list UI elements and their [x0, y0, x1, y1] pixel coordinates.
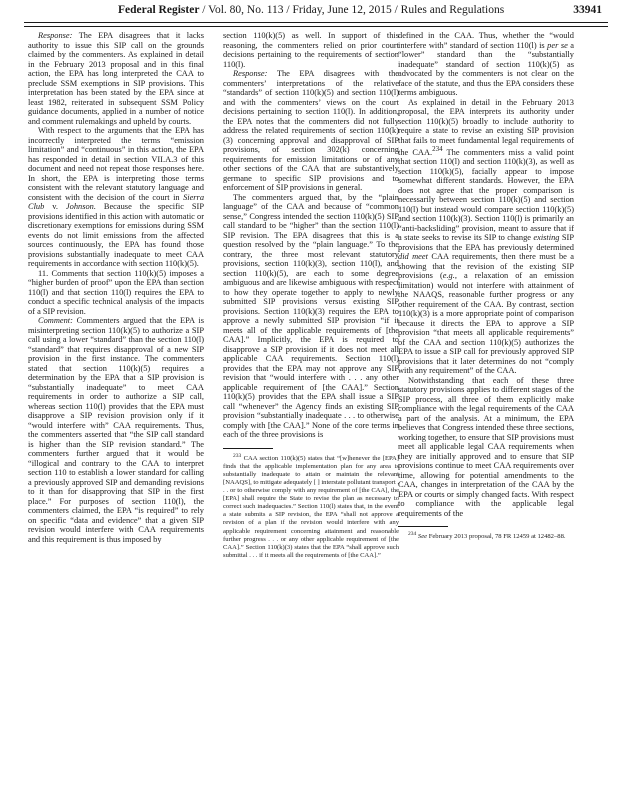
paragraph: Response: The EPA disagrees with the commenters’ interpretations of the relative “standards” of section 110(k)(5) and section 110(l) and with the commenters’ views on the court decisions pertaining to section 110(l). In addition, the EPA notes that the commenters did not fully address the related requirements of section 110(k)(3) concerning approval and disapproval of SIP provisions, of section 302(k) concerning requirements for emission limitations or of any other sections of the CAA that are substantively germane to specific SIP provisions and to enforcement of SIP provisions in general. [223, 69, 399, 192]
page-number: 33941 [573, 4, 602, 16]
running-head [118, 0, 504, 20]
paragraph: 11. Comments that section 110(k)(5) imposes a “higher burden of proof” upon the EPA than section 110(l) and that section 110(l) requires the EPA to conduct a specific technical analysis of the impacts of a SIP revision. [28, 268, 204, 316]
paragraph: Response: The EPA disagrees that it lacks authority to issue this SIP call on the grounds claimed by the commenters. As explained in detail in the February 2013 proposal and in this final action, the EPA has long interpreted the CAA to preclude SSM exemptions in SIP provisions. This interpretation has been stated by the EPA since at least 1982, reiterated in subsequent SSM Policy guidance documents, applied in a number of notice and comment rulemakings and upheld by courts. [28, 31, 204, 126]
footnote: $^{233}$ CAA section 110(k)(5) states that “[w]henever the [EPA] finds that the applicable implementation plan for any area is substantially inadequate to attain or maintain the relevant [NAAQS], to mitigate adequately [ ] interstate pollutant transport . . . or to otherwise comply with any requirement of [the CAA], the [EPA] shall require the State to revise the plan as necessary to correct such inadequacies.” Section 110(l) states that, in the event a state submits a SIP revision, the EPA “shall not approve a revision of a plan if the revision would interfere with any applicable requirement concerning attainment and reasonable further progress . . . or any other applicable requirement of [the CAA].” Section 110(k)(3) states that the EPA “shall approve such submittal . . . if it meets all the requirements of [the CAA].” [223, 452, 399, 559]
paragraph: The commenters argued that, by the “plain language” of the CAA and because of “common sense,” Congress intended the section 110(k)(5) SIP call standard to be “higher” than the section 110(l) SIP revision. The EPA disagrees that this is a question resolved by the “plain language.” To the contrary, the three most relevant statutory provisions, section 110(k)(3), section 110(l), and section 110(k)(5), are each to some degree ambiguous and are likewise ambiguous with respect to how they operate together to apply to newly submitted SIP provisions versus existing SIP provisions. Section 110(k)(3) requires the EPA to approve a newly submitted SIP provision “if it meets all of the applicable requirements of [the CAA].” Implicitly, the EPA is required to disapprove a SIP provision if it does not meet all applicable CAA requirements. Section 110(l) provides that the EPA may not approve any SIP revision that “would interfere with . . . any other applicable requirement of [the CAA].” Section 110(k)(5) provides that the EPA shall issue a SIP call “whenever” the Agency finds an existing SIP provision “substantially inadequate . . . to otherwise comply with [the CAA].” None of the core terms in each of the three provisions is [223, 192, 399, 439]
paragraph: Notwithstanding that each of these three statutory provisions applies to different stages of the SIP process, all three of them explicitly make compliance with the legal requirements of the CAA a part of the analysis. At a minimum, the EPA believes that Congress intended these three sections, working together, to ensure that SIP provisions must meet all applicable legal CAA requirements when they are initially approved and to ensure that SIP provisions continue to meet CAA requirements over time, allowing for potential amendments to the CAA, changes in interpretation of the CAA by the EPA or courts or simply changed facts. With respect to compliance with the applicable legal requirements of the [398, 375, 574, 518]
column-3 [398, 31, 574, 797]
footnote-rule [223, 448, 273, 449]
header-rule [24, 22, 608, 23]
footnote: $^{234}$ See February 2013 proposal, 78 FR 12459 at 12482–88. [408, 531, 566, 541]
paragraph: With respect to the arguments that the EPA has incorrectly interpreted the terms “emission limitation” and “continuous” in this action, the EPA has responded in detail in section VII.A.3 of this document and need not repeat those responses here. In short, the EPA is interpreting those terms consistent with the relevant statutory language and consistent with the decision of the court in Sierra Club v. Johnson. Because the specific SIP provisions identified in this action with automatic or discretionary exemptions for emissions during SSM events do not limit emissions from the affected sources continuously, the EPA has found those provisions substantially inadequate to meet CAA requirements in accordance with section 110(k)(5). [28, 126, 204, 268]
header-rule-thin [24, 26, 608, 27]
footnote-number: 234 [408, 531, 417, 538]
publication-title: Federal Register [118, 4, 200, 16]
paragraph: section 110(k)(5) as well. In support of this reasoning, the commenters relied on prior court decisions pertaining to the requirements of section 110(l). [223, 31, 399, 69]
page-header [20, 0, 608, 20]
paragraph: Comment: Commenters argued that the EPA is misinterpreting section 110(k)(5) to authorize a SIP call using a lower “standard” than the section 110(l) “standard” that requires disapproval of a new SIP provision in the first instance. The commenters stated that section 110(k)(5) requires a determination by the EPA that a SIP provision is “substantially inadequate” to meet CAA requirements in order to authorize a SIP call, whereas section 110(l) provides that the EPA must disapprove a SIP revision provision only if it “would interfere with” CAA requirements. Thus, the commenters asserted that “the SIP call standard is higher than the SIP revision standard.” The commenters further argued that it would be “illogical and contrary to the CAA to interpret section 110 to establish a lower standard for calling a previously approved SIP and demanding revisions to it than for disapproving that SIP in the first place.” For purposes of section 110(l), the commenters claimed, the EPA “is required” to rely on specific “data and evidence” that a given SIP revision would interfere with CAA requirements and this requirement is thus imposed by [28, 316, 204, 544]
column-2 [223, 31, 399, 797]
issue-info: / Vol. 80, No. 113 / Friday, June 12, 2015 / Rules and Regulations [199, 4, 505, 16]
footnote-number: 233 [233, 452, 242, 459]
footnote-rule [398, 526, 448, 527]
column-1 [28, 31, 204, 797]
paragraph: defined in the CAA. Thus, whether the “would interfere with” standard of section 110(l) is per se a “lower” standard than the “substantially inadequate” standard of section 110(k)(5) as advocated by the commenters is not clear on the face of the statute, and thus the EPA considers these terms ambiguous. [398, 31, 574, 97]
paragraph: As explained in detail in the February 2013 proposal, the EPA interprets its authority under section 110(k)(5) broadly to include authority to require a state to revise an existing SIP provision that fails to meet fundamental legal requirements of the CAA.$^{234}$ The commenters miss a valid point that section 110(l) and section 110(k)(3), as well as section 110(k)(5), facially appear to impose somewhat different standards. However, the EPA does not agree that the proper comparison is necessarily between section 110(k)(5) and section 110(l) but instead would compare section 110(k)(5) and section 110(k)(3). Section 110(l) is primarily an “anti-backsliding” provision, meant to assure that if a state seeks to revise its SIP to change existing SIP provisions that the EPA has previously determined did meet CAA requirements, then there must be a showing that the revision of the existing SIP provisions (e.g., a relaxation of an emission limitation) would not interfere with attainment of the NAAQS, reasonable further progress or any other requirement of the CAA. By contrast, section 110(k)(3) is a more appropriate point of comparison because it directs the EPA to approve a SIP provision “that meets all applicable requirements” of the CAA and section 110(k)(5) authorizes the EPA to issue a SIP call for previously approved SIP provisions that it later determines do not “comply with any requirement” of the CAA. [398, 97, 574, 376]
footnote-ref: 234 [432, 145, 443, 153]
